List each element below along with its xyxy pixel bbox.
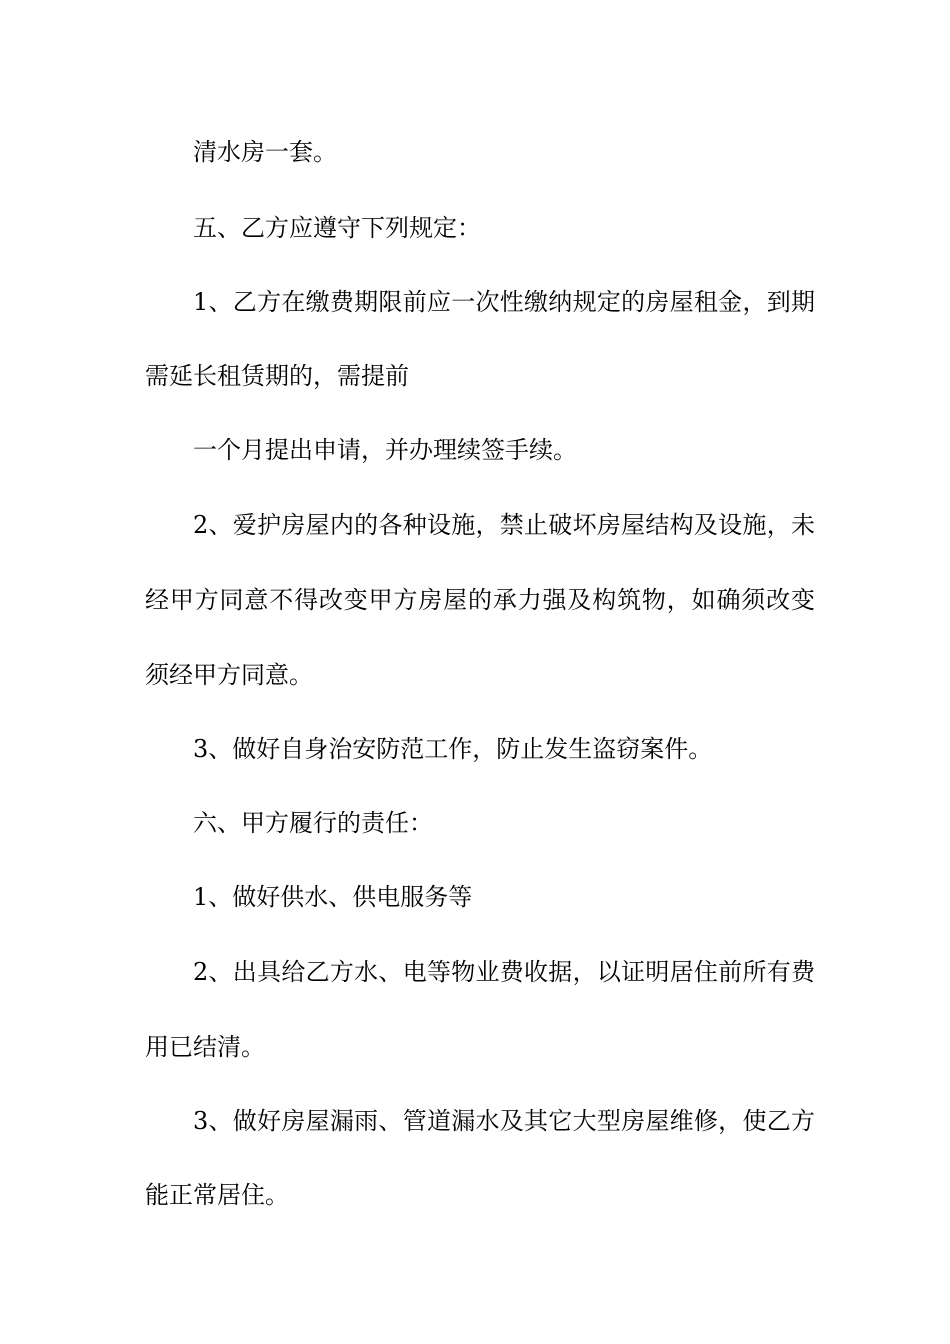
body-text-line: 1、乙方在缴费期限前应一次性缴纳规定的房屋租金，到期 bbox=[193, 288, 815, 316]
body-text-line: 经甲方同意不得改变甲方房屋的承力强及构筑物，如确须改变 bbox=[145, 586, 815, 614]
body-text-line: 3、做好房屋漏雨、管道漏水及其它大型房屋维修，使乙方 bbox=[193, 1107, 815, 1135]
section-heading: 五、乙方应遵守下列规定： bbox=[193, 214, 481, 242]
body-text-line: 清水房一套。 bbox=[193, 138, 337, 166]
section-heading: 六、甲方履行的责任： bbox=[193, 809, 433, 837]
body-text-line: 能正常居住。 bbox=[145, 1181, 289, 1209]
body-text-line: 需延长租赁期的，需提前 bbox=[145, 362, 409, 390]
body-text-line: 3、做好自身治安防范工作，防止发生盗窃案件。 bbox=[193, 735, 713, 763]
body-text-line: 须经甲方同意。 bbox=[145, 661, 313, 689]
body-text-line: 一个月提出申请，并办理续签手续。 bbox=[193, 436, 577, 464]
body-text-line: 1、做好供水、供电服务等 bbox=[193, 883, 473, 911]
body-text-line: 2、爱护房屋内的各种设施，禁止破坏房屋结构及设施，未 bbox=[193, 511, 815, 539]
body-text-line: 用已结清。 bbox=[145, 1033, 265, 1061]
body-text-line: 2、出具给乙方水、电等物业费收据，以证明居住前所有费 bbox=[193, 958, 815, 986]
